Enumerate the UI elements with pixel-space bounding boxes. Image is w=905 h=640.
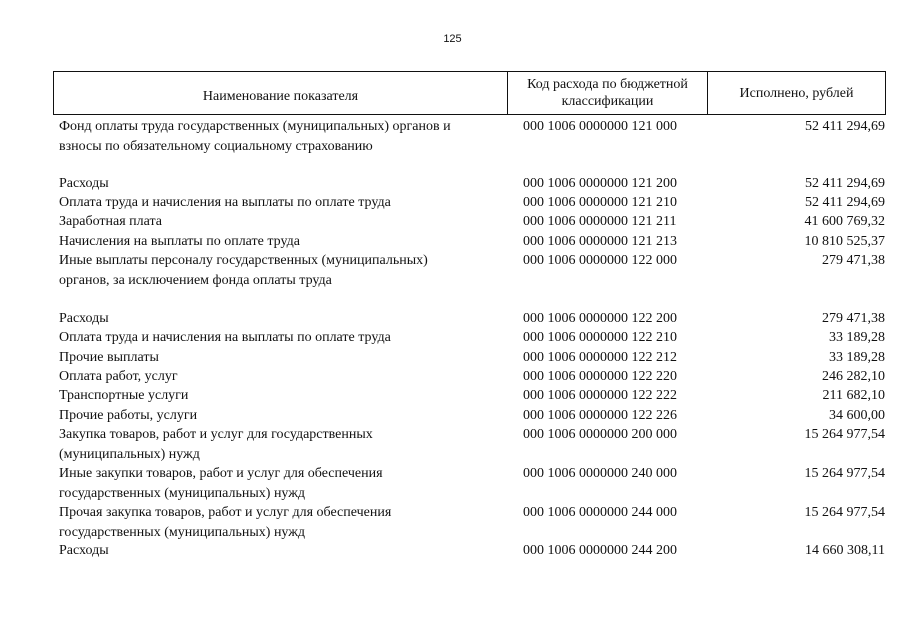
header-name: Наименование показателя (54, 72, 508, 114)
row-code: 000 1006 0000000 240 000 (523, 466, 677, 481)
row-amount: 41 600 769,32 (804, 214, 885, 229)
row-name: Прочие выплаты (59, 350, 159, 365)
row-name: Прочие работы, услуги (59, 408, 198, 423)
row-code: 000 1006 0000000 122 000 (523, 253, 677, 268)
row-code: 000 1006 0000000 122 212 (523, 350, 677, 365)
row-amount: 10 810 525,37 (804, 234, 885, 249)
row-code: 000 1006 0000000 122 210 (523, 330, 677, 345)
row-code: 000 1006 0000000 244 200 (523, 543, 677, 558)
row-name: Оплата труда и начисления на выплаты по оплате труда (59, 330, 391, 345)
row-code: 000 1006 0000000 121 210 (523, 195, 677, 210)
row-name: Фонд оплаты труда государственных (муниципальных) органов и взносы по обязательному социальному страхованию (59, 119, 451, 154)
page-number: 125 (443, 33, 462, 45)
row-code: 000 1006 0000000 121 200 (523, 176, 677, 191)
row-name: Прочая закупка товаров, работ и услуг для обеспечения государственных (муниципальных) нужд (59, 505, 392, 540)
row-code: 000 1006 0000000 244 000 (523, 505, 677, 520)
row-amount: 52 411 294,69 (805, 119, 885, 134)
row-amount: 33 189,28 (829, 350, 885, 365)
row-name: Расходы (59, 176, 109, 191)
row-amount: 211 682,10 (822, 388, 885, 403)
row-code: 000 1006 0000000 121 211 (523, 214, 677, 229)
row-amount: 279 471,38 (822, 253, 885, 268)
row-amount: 34 600,00 (829, 408, 885, 423)
row-code: 000 1006 0000000 122 226 (523, 408, 677, 423)
row-name: Иные закупки товаров, работ и услуг для обеспечения государственных (муниципальных) нужд (59, 466, 383, 501)
row-code: 000 1006 0000000 121 213 (523, 234, 677, 249)
row-code: 000 1006 0000000 122 222 (523, 388, 677, 403)
row-amount: 15 264 977,54 (804, 466, 885, 481)
row-name: Начисления на выплаты по оплате труда (59, 234, 300, 249)
row-code: 000 1006 0000000 122 200 (523, 311, 677, 326)
row-name: Оплата работ, услуг (59, 369, 178, 384)
row-amount: 33 189,28 (829, 330, 885, 345)
row-amount: 246 282,10 (822, 369, 885, 384)
header-amount: Исполнено, рублей (739, 85, 854, 101)
row-name: Расходы (59, 311, 109, 326)
row-name: Иные выплаты персоналу государственных (муниципальных) органов, за исключением фонда оплаты труда (59, 253, 428, 288)
row-code: 000 1006 0000000 121 000 (523, 119, 677, 134)
row-name: Транспортные услуги (59, 388, 189, 403)
row-code: 000 1006 0000000 122 220 (523, 369, 677, 384)
row-name: Расходы (59, 543, 109, 558)
row-name: Закупка товаров, работ и услуг для государственных (муниципальных) нужд (59, 427, 373, 462)
row-amount: 15 264 977,54 (804, 505, 885, 520)
row-code: 000 1006 0000000 200 000 (523, 427, 677, 442)
row-name: Оплата труда и начисления на выплаты по оплате труда (59, 195, 391, 210)
row-amount: 15 264 977,54 (804, 427, 885, 442)
row-amount: 279 471,38 (822, 311, 885, 326)
row-name: Заработная плата (59, 214, 162, 229)
header-code: Код расхода по бюджетной классификации (508, 72, 708, 114)
row-amount: 52 411 294,69 (805, 195, 885, 210)
row-amount: 14 660 308,11 (805, 543, 885, 558)
row-amount: 52 411 294,69 (805, 176, 885, 191)
